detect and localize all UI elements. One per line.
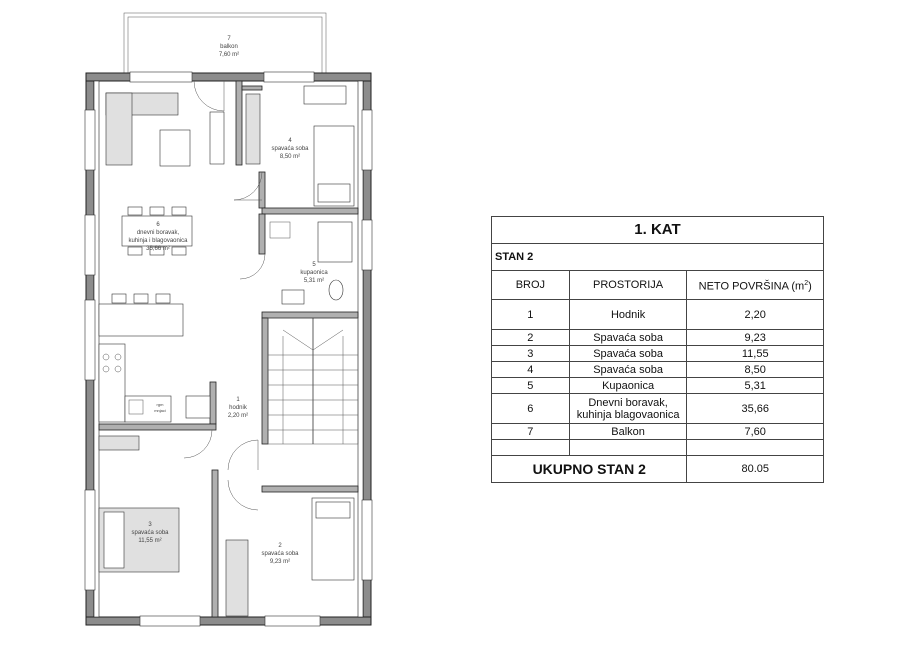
header-prostorija: PROSTORIJA [569, 271, 687, 300]
room-label-kupaonica [300, 262, 328, 284]
table-row [492, 378, 824, 394]
svg-text:mnjaci: mnjaci [154, 408, 166, 413]
row-prostorija: Spavaća soba [569, 362, 687, 378]
svg-text:2: 2 [278, 543, 282, 549]
svg-text:5: 5 [312, 262, 316, 268]
row-povrsina: 9,23 [687, 330, 824, 346]
svg-text:6: 6 [156, 222, 160, 228]
row-prostorija: Spavaća soba [569, 330, 687, 346]
table-row [492, 300, 824, 330]
row-broj: 5 [492, 378, 570, 394]
row-broj: 6 [492, 394, 570, 424]
row-broj: 7 [492, 424, 570, 440]
header-unit-sup: 2 [804, 279, 809, 287]
svg-text:5,31 m²: 5,31 m² [303, 278, 325, 284]
svg-text:kuhinja i blagovaonica: kuhinja i blagovaonica [128, 238, 188, 244]
svg-text:1: 1 [236, 397, 240, 403]
svg-text:rgm: rgm [156, 402, 164, 407]
room-label-spavaca-soba-2 [261, 543, 299, 565]
header-povrsina [687, 271, 824, 300]
row-povrsina: 7,60 [687, 424, 824, 440]
room-label-hodnik [228, 397, 248, 419]
header-povrsina-text: NETO POVRŠINA (m [698, 280, 805, 293]
bedroom3-furniture [99, 436, 179, 572]
table-row [492, 346, 824, 362]
svg-text:7: 7 [227, 36, 231, 42]
header-povrsina-close: ) [808, 280, 812, 293]
svg-text:7,60 m²: 7,60 m² [218, 52, 240, 58]
table-row-empty [492, 440, 824, 456]
row-broj: 4 [492, 362, 570, 378]
svg-text:dnevni boravak,: dnevni boravak, [136, 230, 180, 236]
table-row [492, 362, 824, 378]
bedroom2-furniture [226, 498, 354, 616]
balcony [124, 13, 326, 73]
svg-text:9,23 m²: 9,23 m² [269, 559, 291, 565]
svg-text:hodnik: hodnik [229, 405, 247, 411]
row-prostorija: Hodnik [569, 300, 687, 330]
table-row [492, 424, 824, 440]
row-povrsina: 2,20 [687, 300, 824, 330]
row-broj: 2 [492, 330, 570, 346]
svg-text:3: 3 [148, 522, 152, 528]
svg-text:4: 4 [288, 138, 292, 144]
row-broj: 1 [492, 300, 570, 330]
svg-text:spavaća soba: spavaća soba [271, 146, 309, 152]
row-prostorija: Dnevni boravak, kuhinja blagovaonica [569, 394, 687, 424]
total-label: UKUPNO STAN 2 [492, 456, 687, 483]
row-broj: 3 [492, 346, 570, 362]
svg-text:2,20 m²: 2,20 m² [227, 413, 249, 419]
table-title: 1. KAT [492, 217, 824, 244]
svg-text:8,50 m²: 8,50 m² [279, 154, 301, 160]
row-povrsina: 11,55 [687, 346, 824, 362]
row-povrsina: 8,50 [687, 362, 824, 378]
table-row [492, 394, 824, 424]
room-label-spavaca-soba-4 [271, 138, 309, 160]
living-furniture [99, 93, 224, 422]
room-label-balkon [219, 36, 239, 58]
row-prostorija: Kupaonica [569, 378, 687, 394]
svg-text:kupaonica: kupaonica [300, 270, 328, 276]
total-row [492, 456, 824, 483]
header-broj: BROJ [492, 271, 570, 300]
area-table [491, 216, 824, 483]
svg-text:spavaća soba: spavaća soba [131, 530, 169, 536]
svg-text:11,55 m²: 11,55 m² [138, 538, 162, 544]
table-subtitle: STAN 2 [492, 244, 824, 271]
row-prostorija: Spavaća soba [569, 346, 687, 362]
row-prostorija: Balkon [569, 424, 687, 440]
total-value: 80.05 [687, 456, 824, 483]
row-povrsina: 35,66 [687, 394, 824, 424]
svg-text:spavaća soba: spavaća soba [261, 551, 299, 557]
table-row [492, 330, 824, 346]
stairwell [268, 318, 358, 444]
svg-text:balkon: balkon [220, 44, 238, 50]
row-povrsina: 5,31 [687, 378, 824, 394]
bathroom-fixtures [270, 222, 352, 304]
svg-text:35,66 m²: 35,66 m² [146, 246, 170, 252]
